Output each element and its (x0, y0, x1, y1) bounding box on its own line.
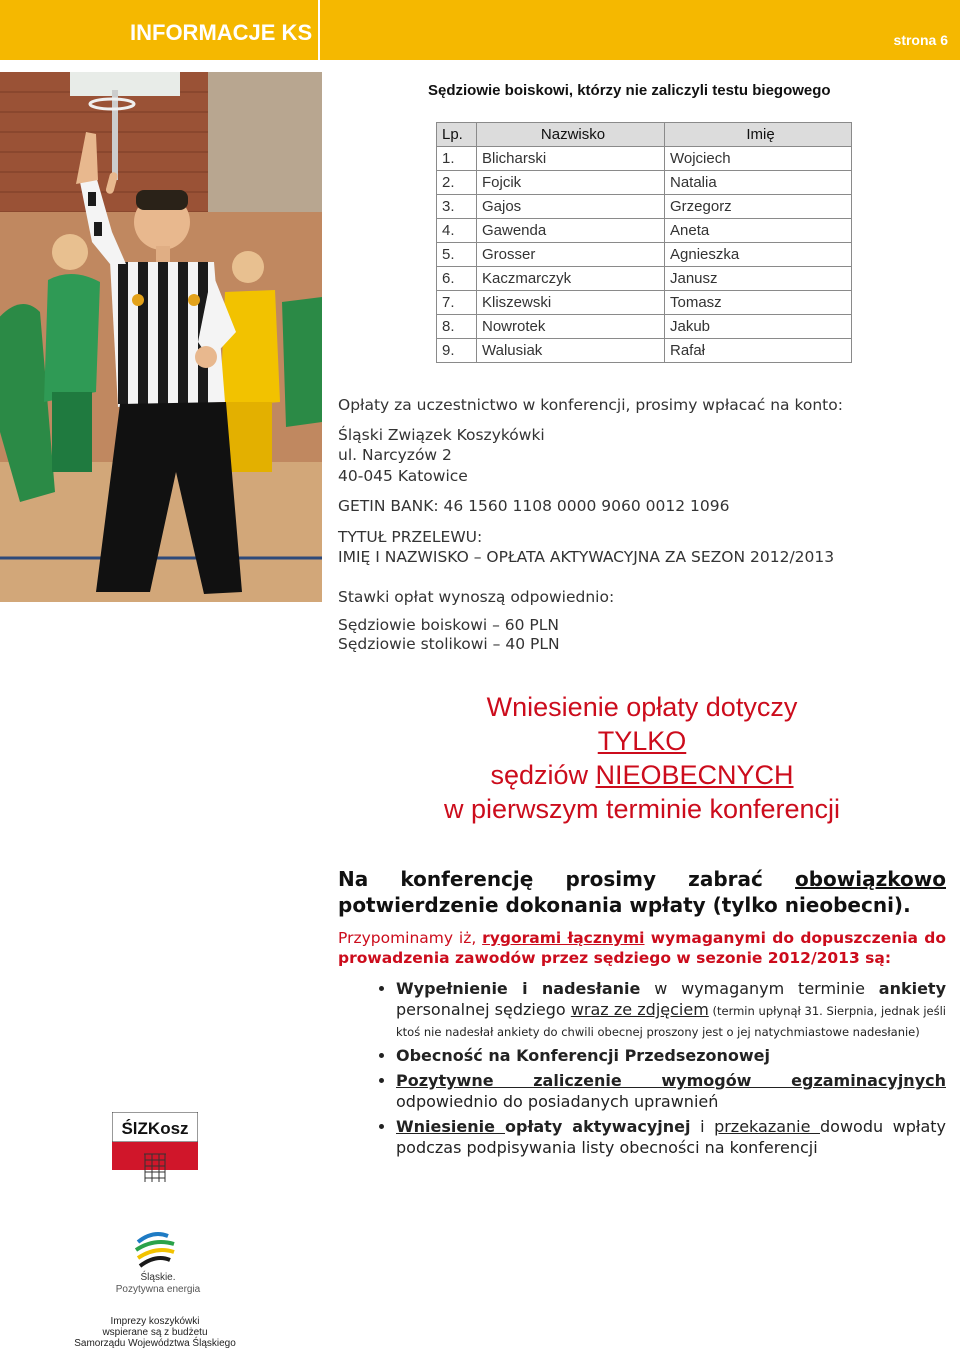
payment-intro: Opłaty za uczestnictwo w konferencji, prosimy wpłacać na konto: (338, 396, 843, 414)
cell-lp: 9. (437, 339, 477, 363)
cell-name: Janusz (665, 267, 852, 291)
highlight-notice (338, 690, 946, 826)
table-row (437, 243, 852, 267)
rate-table: Sędziowie stolikowi – 40 PLN (338, 635, 560, 653)
cell-surname: Blicharski (477, 147, 665, 171)
cell-lp: 6. (437, 267, 477, 291)
cell-surname: Gawenda (477, 219, 665, 243)
table-title: Sędziowie boiskowi, którzy nie zaliczyli testu biegowego (428, 82, 831, 99)
footer-line: wspierane są z budżetu (102, 1327, 208, 1338)
rate-court: Sędziowie boiskowi – 60 PLN (338, 616, 560, 634)
table-row (437, 147, 852, 171)
cell-name: Grzegorz (665, 195, 852, 219)
footer-line: Samorządu Województwa Śląskiego (74, 1338, 236, 1349)
rates-intro: Stawki opłat wynoszą odpowiednio: (338, 588, 615, 606)
cell-lp: 4. (437, 219, 477, 243)
req-text: wraz ze zdjęciem (570, 1000, 709, 1019)
payment-street: ul. Narcyzów 2 (338, 446, 452, 464)
page-number: strona 6 (893, 32, 948, 48)
slaskie-logo (108, 1222, 208, 1302)
req-text: przekazanie (714, 1117, 821, 1136)
cell-surname: Walusiak (477, 339, 665, 363)
remind-emphasis: rygorami łącznymi (482, 929, 645, 947)
bring-emphasis: obowiązkowo (795, 867, 946, 891)
referee-photo (0, 72, 322, 602)
cell-name: Tomasz (665, 291, 852, 315)
cell-lp: 1. (437, 147, 477, 171)
table-row (437, 267, 852, 291)
table-row (437, 339, 852, 363)
requirements-list (338, 978, 946, 1162)
list-item (396, 1116, 946, 1158)
highlight-emphasis: TYLKO (597, 726, 687, 756)
cell-lp: 3. (437, 195, 477, 219)
cell-name: Aneta (665, 219, 852, 243)
table-row (437, 315, 852, 339)
req-text: personalnej sędziego (396, 1000, 571, 1019)
cell-surname: Kaczmarczyk (477, 267, 665, 291)
bring-text: potwierdzenie dokonania wpłaty (tylko nieobecni). (338, 893, 911, 917)
cell-name: Natalia (665, 171, 852, 195)
footer-line: Imprezy koszykówki (110, 1316, 200, 1327)
sizkosz-logo (112, 1112, 198, 1170)
cell-lp: 2. (437, 171, 477, 195)
slaskie-tagline: Pozytywna energia (115, 1284, 201, 1295)
cell-surname: Gajos (477, 195, 665, 219)
req-text: Pozytywne zaliczenie wymogów egzaminacyjnych (396, 1071, 946, 1090)
highlight-text: sędziów (490, 760, 596, 790)
req-text: opłaty aktywacyjnej (505, 1117, 691, 1136)
cell-surname: Nowrotek (477, 315, 665, 339)
list-item (396, 1045, 946, 1066)
highlight-line: Wniesienie opłaty dotyczy (486, 692, 798, 722)
remind-text: wymaganymi do dopuszczenia do prowadzenia zawodów przez sędziego w sezonie 2012/2013 są: (338, 929, 947, 967)
req-text: Wniesienie (396, 1117, 505, 1136)
bank-account: GETIN BANK: 46 1560 1108 0000 9060 0012 1096 (338, 497, 730, 515)
highlight-line (338, 758, 946, 792)
cell-surname: Fojcik (477, 171, 665, 195)
req-text: w wymaganym terminie (640, 979, 879, 998)
bring-notice (338, 866, 946, 918)
table-row (437, 291, 852, 315)
req-text: Wypełnienie i nadesłanie (396, 979, 641, 998)
cell-name: Agnieszka (665, 243, 852, 267)
table-row (437, 219, 852, 243)
referee-table (436, 122, 852, 363)
payment-org: Śląski Związek Koszykówki (338, 426, 545, 444)
req-note: (termin upłynął 31. Sierpnia, jednak jeśli ktoś nie nadesłał ankiety do chwili obecnej proszony jest o jej natychmiastowe nadesłanie) (396, 1004, 947, 1039)
table-row (437, 171, 852, 195)
req-text: dowodu wpłaty podczas podpisywania listy obecności na konferencji (396, 1117, 947, 1157)
transfer-title: IMIĘ I NAZWISKO – OPŁATA AKTYWACYJNA ZA SEZON 2012/2013 (338, 548, 835, 566)
header-nazwisko: Nazwisko (477, 123, 665, 147)
req-text: i (690, 1117, 715, 1136)
remind-text: Przypominamy iż, (338, 929, 483, 947)
cell-name: Rafał (665, 339, 852, 363)
highlight-emphasis: NIEOBECNYCH (595, 760, 794, 790)
header-bar (0, 0, 960, 60)
list-item (396, 978, 946, 1041)
cell-name: Jakub (665, 315, 852, 339)
slaskie-name: Śląskie. (140, 1272, 176, 1283)
header-imie: Imię (665, 123, 852, 147)
req-text: Obecność na Konferencji Przedsezonowej (396, 1046, 770, 1065)
list-item (396, 1070, 946, 1112)
svg-text:ŚlZKosz: ŚlZKosz (121, 1119, 189, 1138)
footer-note (60, 1316, 250, 1349)
cell-lp: 5. (437, 243, 477, 267)
cell-lp: 7. (437, 291, 477, 315)
table-header-row (437, 123, 852, 147)
req-text: ankiety (878, 979, 947, 998)
section-title: INFORMACJE KS (130, 20, 313, 45)
payment-city: 40-045 Katowice (338, 467, 468, 485)
header-lp: Lp. (437, 123, 477, 147)
req-text: odpowiednio do posiadanych uprawnień (396, 1092, 719, 1111)
table-row (437, 195, 852, 219)
remind-notice (338, 928, 946, 968)
cell-name: Wojciech (665, 147, 852, 171)
bring-text: Na konferencję prosimy zabrać (338, 867, 795, 891)
cell-lp: 8. (437, 315, 477, 339)
header-divider (318, 0, 320, 60)
cell-surname: Kliszewski (477, 291, 665, 315)
transfer-label: TYTUŁ PRZELEWU: (338, 528, 483, 546)
cell-surname: Grosser (477, 243, 665, 267)
highlight-line: w pierwszym terminie konferencji (443, 794, 841, 824)
